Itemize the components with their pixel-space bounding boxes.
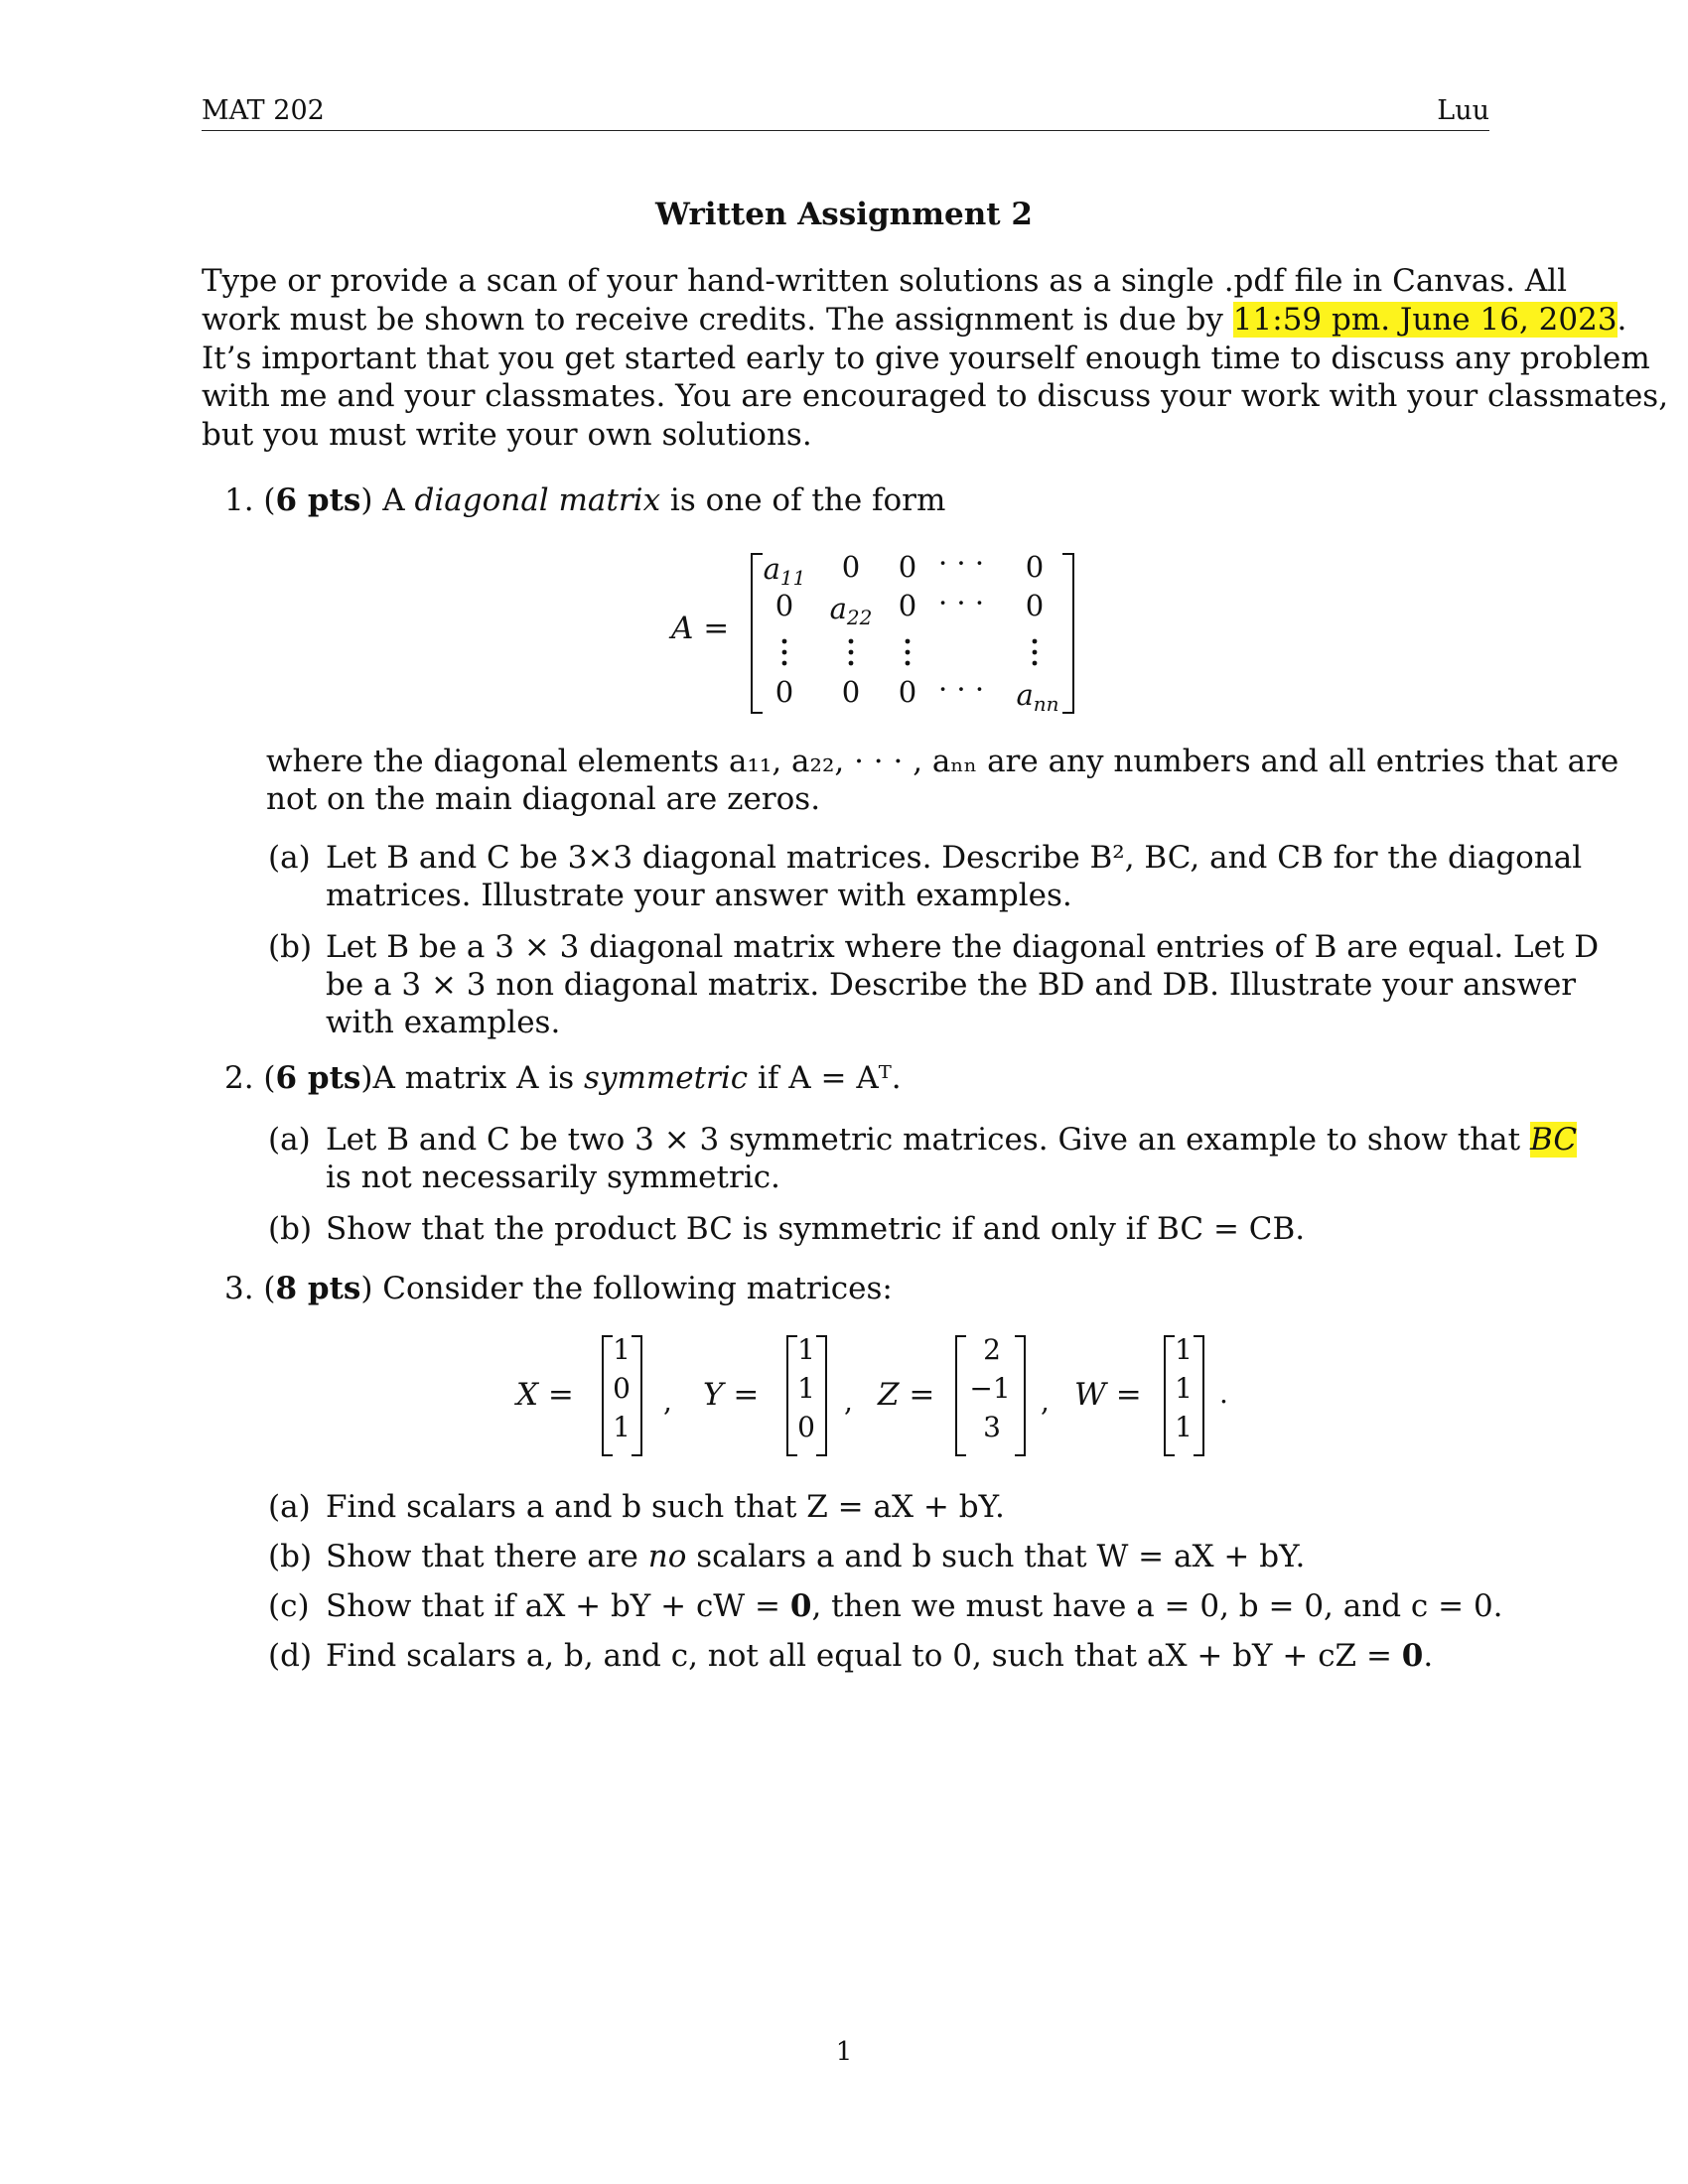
q1-lead-b: is one of the form	[669, 482, 946, 518]
author-name: Luu	[1437, 95, 1489, 126]
period: .	[1219, 1377, 1228, 1410]
q2-a-line-2: is not necessarily symmetric.	[326, 1160, 780, 1195]
intro-line-1: Type or provide a scan of your hand-written solutions as a single .pdf file in Canvas. All	[202, 263, 1568, 299]
matrix-a-cell: 0	[898, 675, 917, 709]
matrix-a-cell: 0	[774, 675, 794, 709]
q1-after-2: not on the main diagonal are zeros.	[266, 781, 821, 817]
q3-d-label: (d)	[268, 1638, 313, 1674]
vector-w-entry: 1	[1175, 1333, 1193, 1366]
matrix-a-cell: $a_{nn}$	[1016, 678, 1059, 716]
vector-y-entry: 0	[797, 1411, 815, 1443]
q1-points: 6 pts	[275, 482, 361, 518]
q2-a-text: Let B and C be two 3 × 3 symmetric matrices. Give an example to show that	[326, 1122, 1521, 1158]
q2-term: symmetric	[584, 1060, 749, 1096]
q2-b-line-1: Show that the product BC is symmetric if and only if BC = CB.	[326, 1211, 1306, 1247]
q2-b-label: (b)	[268, 1211, 313, 1247]
q1-b-line-1: Let B be a 3 × 3 diagonal matrix where the diagonal entries of B are equal. Let D	[326, 929, 1600, 965]
q3-b-pre: Show that there are	[326, 1539, 638, 1574]
q3-d-text	[326, 1638, 1433, 1674]
vector-y-entry: 1	[797, 1372, 815, 1405]
vector-w-entry: 1	[1175, 1372, 1193, 1405]
vector-x-entry: 0	[613, 1372, 631, 1405]
q1-a-label: (a)	[268, 840, 311, 876]
vector-w-entry: 1	[1175, 1411, 1193, 1443]
vector-x-name: X =	[516, 1377, 574, 1413]
matrix-a-cell: 0	[898, 589, 917, 622]
q2-lead: A matrix A is	[372, 1060, 575, 1096]
vector-z-name: Z =	[878, 1377, 935, 1413]
q3-a-text: Find scalars a and b such that Z = aX + bY.	[326, 1489, 1005, 1525]
matrix-a-cell: · · ·	[937, 672, 985, 706]
q1-a-line-2: matrices. Illustrate your answer with examples.	[326, 878, 1072, 913]
vector-w-name: W =	[1074, 1377, 1142, 1413]
q1-b-line-3: with examples.	[326, 1005, 561, 1040]
matrix-a-cell: · · ·	[937, 586, 985, 619]
due-date-highlight: 11:59 pm. June 16, 2023	[1232, 302, 1618, 338]
intro-line-5: but you must write your own solutions.	[202, 417, 812, 453]
q1-b-label: (b)	[268, 929, 313, 965]
q3-b-text	[326, 1539, 1305, 1574]
comma: ,	[663, 1385, 672, 1418]
q1-lead-a: A	[382, 482, 405, 518]
vector-y-entry: 1	[797, 1333, 815, 1366]
vector-z-entry: 2	[983, 1333, 1001, 1366]
intro-line-3: It’s important that you get started early to give yourself enough time to discuss any problem	[202, 341, 1650, 376]
q3-a-label: (a)	[268, 1489, 311, 1525]
vector-x-entry: 1	[613, 1411, 631, 1443]
q1-term: diagonal matrix	[414, 482, 661, 518]
q1-heading: 1. (6 pts) A diagonal matrix is one of the form	[224, 482, 946, 518]
q3-b-no: no	[647, 1539, 687, 1574]
matrix-a-cell: 0	[841, 550, 861, 584]
matrix-a-cell: 0	[1025, 589, 1045, 622]
matrix-a-name: A =	[671, 611, 730, 646]
matrix-a-cell: 0	[898, 550, 917, 584]
q2-bc-highlight: BC	[1529, 1122, 1578, 1158]
q3-c-post: , then we must have a = 0, b = 0, and c = 0.	[811, 1588, 1503, 1624]
intro-line-4: with me and your classmates. You are encouraged to discuss your work with your classmates,	[202, 378, 1669, 414]
comma: ,	[844, 1385, 853, 1418]
q2-heading: 2. (6 pts)A matrix A is symmetric if A = Aᵀ.	[224, 1060, 902, 1096]
vector-z-entry: −1	[969, 1372, 1011, 1405]
page-number: 1	[835, 2037, 853, 2067]
matrix-a-cell: · · ·	[937, 546, 985, 580]
vector-z-entry: 3	[983, 1411, 1001, 1443]
q2-a-label: (a)	[268, 1122, 311, 1158]
matrix-a-vdots	[765, 635, 1062, 671]
q1-a-line-1: Let B and C be 3×3 diagonal matrices. Describe B², BC, and CB for the diagonal	[326, 840, 1583, 876]
course-code: MAT 202	[202, 95, 325, 126]
q3-d-pre: Find scalars a, b, and c, not all equal to 0, such that aX + bY + cZ =	[326, 1638, 1392, 1674]
q3-c-pre: Show that if aX + bY + cW =	[326, 1588, 780, 1624]
q3-d-post: .	[1423, 1638, 1434, 1674]
q3-c-label: (c)	[268, 1588, 310, 1624]
q1-b-line-2: be a 3 × 3 non diagonal matrix. Describe the BD and DB. Illustrate your answer	[326, 967, 1577, 1003]
q3-number: 3.	[224, 1271, 254, 1306]
vector-y-name: Y =	[703, 1377, 760, 1413]
q2-number: 2.	[224, 1060, 254, 1096]
q3-d-zero: 0	[1401, 1638, 1424, 1674]
page-title: Written Assignment 2	[655, 197, 1033, 232]
q3-c-text	[326, 1588, 1503, 1624]
q1-after-1: where the diagonal elements a₁₁, a₂₂, · · · , aₙₙ are any numbers and all entries that are	[266, 744, 1619, 779]
matrix-a-cell: 0	[774, 589, 794, 622]
q3-points: 8 pts	[275, 1271, 361, 1306]
q3-b-post: scalars a and b such that W = aX + bY.	[696, 1539, 1306, 1574]
comma: ,	[1041, 1385, 1050, 1418]
q2-lead-b: if A = Aᵀ.	[758, 1060, 902, 1096]
matrix-a-cell: $a_{11}$	[763, 552, 806, 590]
q3-lead: Consider the following matrices:	[382, 1271, 893, 1306]
intro-line-2-text: work must be shown to receive credits. The assignment is due by	[202, 302, 1223, 338]
intro-line-2	[202, 302, 1627, 338]
intro-line-2-end: .	[1617, 302, 1627, 338]
q3-c-zero: 0	[789, 1588, 812, 1624]
q1-number: 1.	[224, 482, 254, 518]
q3-heading: 3. (8 pts) Consider the following matrices:	[224, 1271, 893, 1306]
q3-b-label: (b)	[268, 1539, 313, 1574]
matrix-a-cell: 0	[1025, 550, 1045, 584]
q2-points: 6 pts	[275, 1060, 361, 1096]
q2-a-line-1	[326, 1122, 1578, 1158]
matrix-a-cell: 0	[841, 675, 861, 709]
header-rule	[202, 130, 1489, 131]
vector-x-entry: 1	[613, 1333, 631, 1366]
matrix-a-cell: $a_{22}$	[829, 592, 873, 629]
